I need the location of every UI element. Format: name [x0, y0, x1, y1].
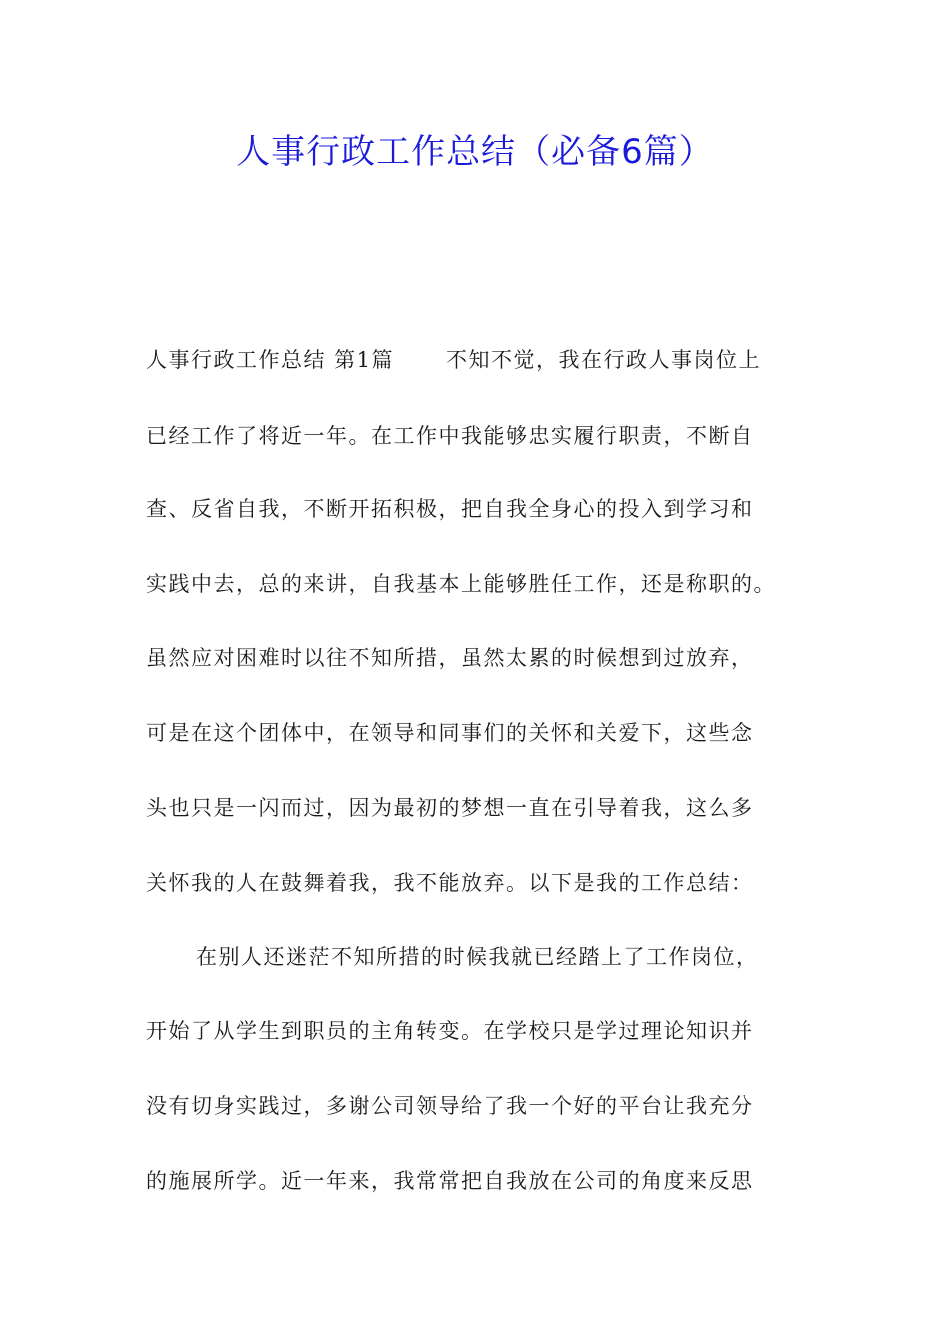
paragraph-line [146, 942, 846, 972]
line-text: 在别人还迷茫不知所措的时候我就已经踏上了工作岗位， [196, 945, 759, 969]
paragraph-line: 实践中去，总的来讲，自我基本上能够胜任工作，还是称职的。 [146, 572, 776, 596]
line-text: 不知不觉，我在行政人事岗位上 [446, 348, 762, 372]
paragraph-line: 开始了从学生到职员的主角转变。在学校只是学过理论知识并 [146, 1019, 754, 1043]
paragraph-line [146, 345, 846, 375]
paragraph-line: 查、反省自我，不断开拓积极，把自我全身心的投入到学习和 [146, 497, 754, 521]
paragraph-line: 头也只是一闪而过，因为最初的梦想一直在引导着我，这么多 [146, 796, 754, 820]
paragraph-line: 可是在这个团体中，在领导和同事们的关怀和关爱下，这些念 [146, 721, 754, 745]
paragraph-line: 关怀我的人在鼓舞着我，我不能放弃。以下是我的工作总结： [146, 871, 754, 895]
section-heading: 人事行政工作总结 第1篇 [146, 348, 395, 372]
paragraph-line: 没有切身实践过，多谢公司领导给了我一个好的平台让我充分 [146, 1094, 754, 1118]
paragraph-line: 的施展所学。近一年来，我常常把自我放在公司的角度来反思 [146, 1169, 754, 1193]
document-title: 人事行政工作总结（必备6篇） [236, 132, 714, 172]
paragraph-line: 虽然应对困难时以往不知所措，虽然太累的时候想到过放弃， [146, 646, 754, 670]
paragraph-line: 已经工作了将近一年。在工作中我能够忠实履行职责，不断自 [146, 424, 754, 448]
